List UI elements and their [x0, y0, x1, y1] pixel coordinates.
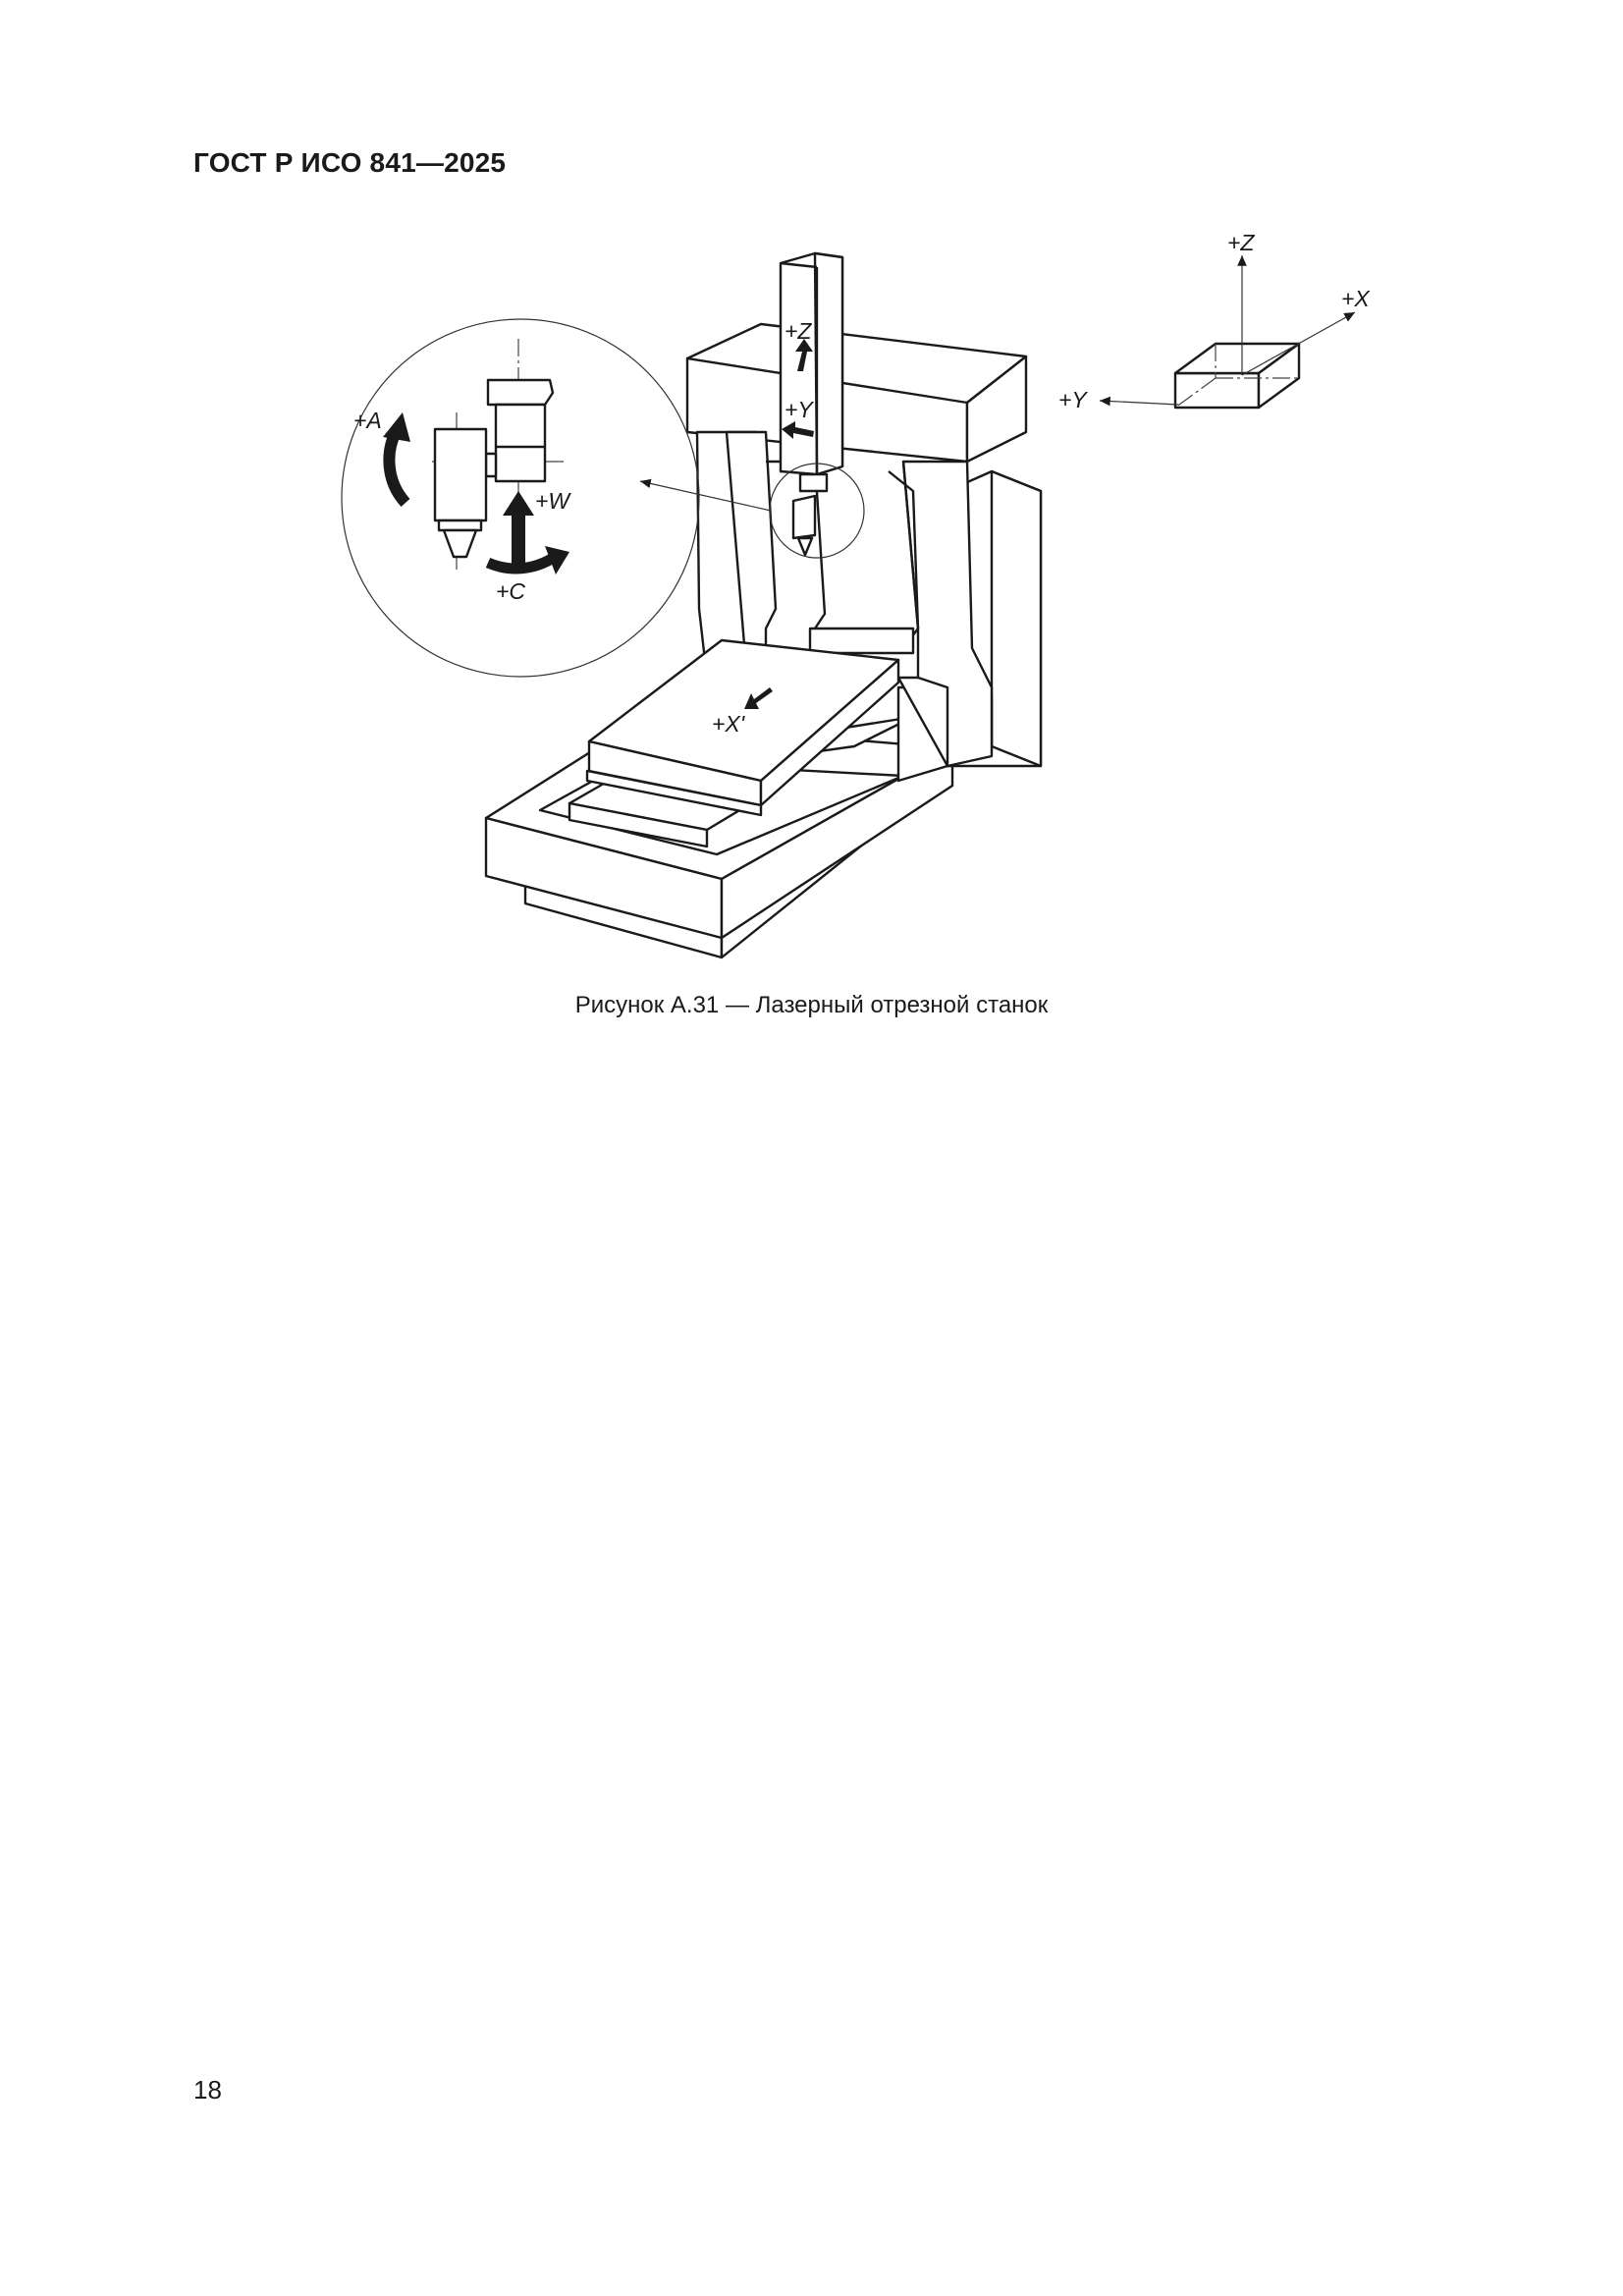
machine-drawing — [486, 253, 1041, 957]
rot-c-label: +C — [496, 578, 526, 604]
coordinate-system — [1058, 230, 1371, 412]
x-axis-label: +X — [1341, 286, 1370, 311]
table-x-label: +X' — [712, 711, 745, 737]
ram-y-label: +Y — [784, 397, 813, 422]
y-axis-arrow — [1100, 401, 1178, 405]
rot-a-label: +A — [353, 408, 382, 433]
z-axis-label: +Z — [1227, 230, 1255, 255]
figure-laser-cutting-machine — [0, 0, 1623, 982]
ram-z-label: +Z — [784, 318, 812, 344]
document-header: ГОСТ Р ИСО 841—2025 — [193, 147, 507, 178]
detail-view-spindle — [342, 319, 699, 677]
page-number: 18 — [193, 2075, 222, 2105]
lin-w-label: +W — [535, 488, 570, 514]
figure-caption: Рисунок А.31 — Лазерный отрезной станок — [574, 992, 1049, 1018]
y-axis-label: +Y — [1058, 387, 1087, 412]
